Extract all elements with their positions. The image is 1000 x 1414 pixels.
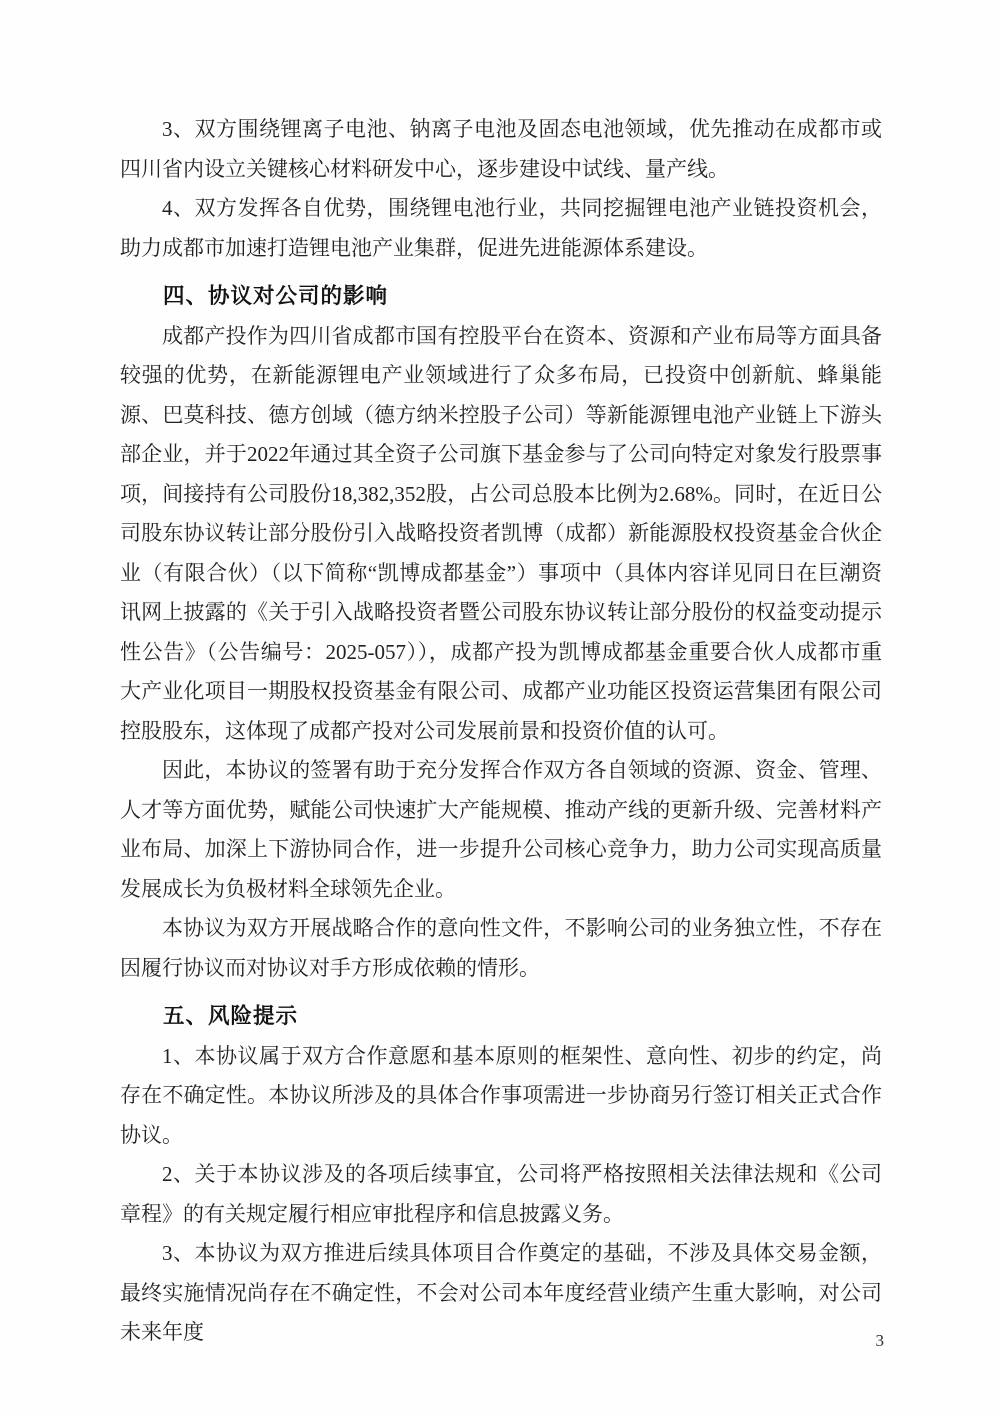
section-heading-risk: 五、风险提示 xyxy=(163,1004,299,1028)
paragraph: 因此，本协议的签署有助于充分发挥合作双方各自领域的资源、资金、管理、人才等方面优势，赋能公司快速扩大产能规模、推动产线的更新升级、完善材料产业布局、加深上下游协同合作，进一步提升公司核心竞争力，助力公司实现高质量发展成长为负极材料全球领先企业。 xyxy=(120,758,882,901)
paragraph: 成都产投作为四川省成都市国有控股平台在资本、资源和产业布局等方面具备较强的优势，在新能源锂电产业领域进行了众多布局，已投资中创新航、蜂巢能源、巴莫科技、德方创域（德方纳米控股子公司）等新能源锂电池产业链上下游头部企业，并于2022年通过其全资子公司旗下基金参与了公司向特定对象发行股票事项，间接持有公司股份18,382,352股，占公司总股本比例为2.68%。同时，在近日公司股东协议转让部分股份引入战略投资者凯博（成都）新能源股权投资基金合伙企业（有限合伙）（以下简称“凯博成都基金”）事项中（具体内容详见同日在巨潮资讯网上披露的《关于引入战略投资者暨公司股东协议转让部分股份的权益变动提示性公告》（公告编号：2025-057）），成都产投为凯博成都基金重要合伙人成都市重大产业化项目一期股权投资基金有限公司、成都产业功能区投资运营集团有限公司控股股东，这体现了成都产投对公司发展前景和投资价值的认可。 xyxy=(120,323,882,743)
paragraph: 1、本协议属于双方合作意愿和基本原则的框架性、意向性、初步的约定，尚存在不确定性。本协议所涉及的具体合作事项需进一步协商另行签订相关正式合作协议。 xyxy=(120,1043,882,1147)
page-number: 3 xyxy=(875,1331,884,1350)
paragraph: 4、双方发挥各自优势，围绕锂电池行业，共同挖掘锂电池产业链投资机会，助力成都市加速打造锂电池产业集群，促进先进能源体系建设。 xyxy=(120,196,882,260)
section-heading-impact: 四、协议对公司的影响 xyxy=(163,284,389,308)
paragraph: 3、双方围绕锂离子电池、钠离子电池及固态电池领域，优先推动在成都市或四川省内设立关键核心材料研发中心，逐步建设中试线、量产线。 xyxy=(120,117,882,181)
document-body xyxy=(120,110,882,1353)
paragraph: 本协议为双方开展战略合作的意向性文件，不影响公司的业务独立性，不存在因履行协议而对协议对手方形成依赖的情形。 xyxy=(120,916,882,980)
paragraph: 3、本协议为双方推进后续具体项目合作奠定的基础，不涉及具体交易金额，最终实施情况尚存在不确定性，不会对公司本年度经营业绩产生重大影响，对公司未来年度 xyxy=(120,1241,882,1344)
paragraph: 2、关于本协议涉及的各项后续事宜，公司将严格按照相关法律法规和《公司章程》的有关规定履行相应审批程序和信息披露义务。 xyxy=(120,1162,882,1226)
